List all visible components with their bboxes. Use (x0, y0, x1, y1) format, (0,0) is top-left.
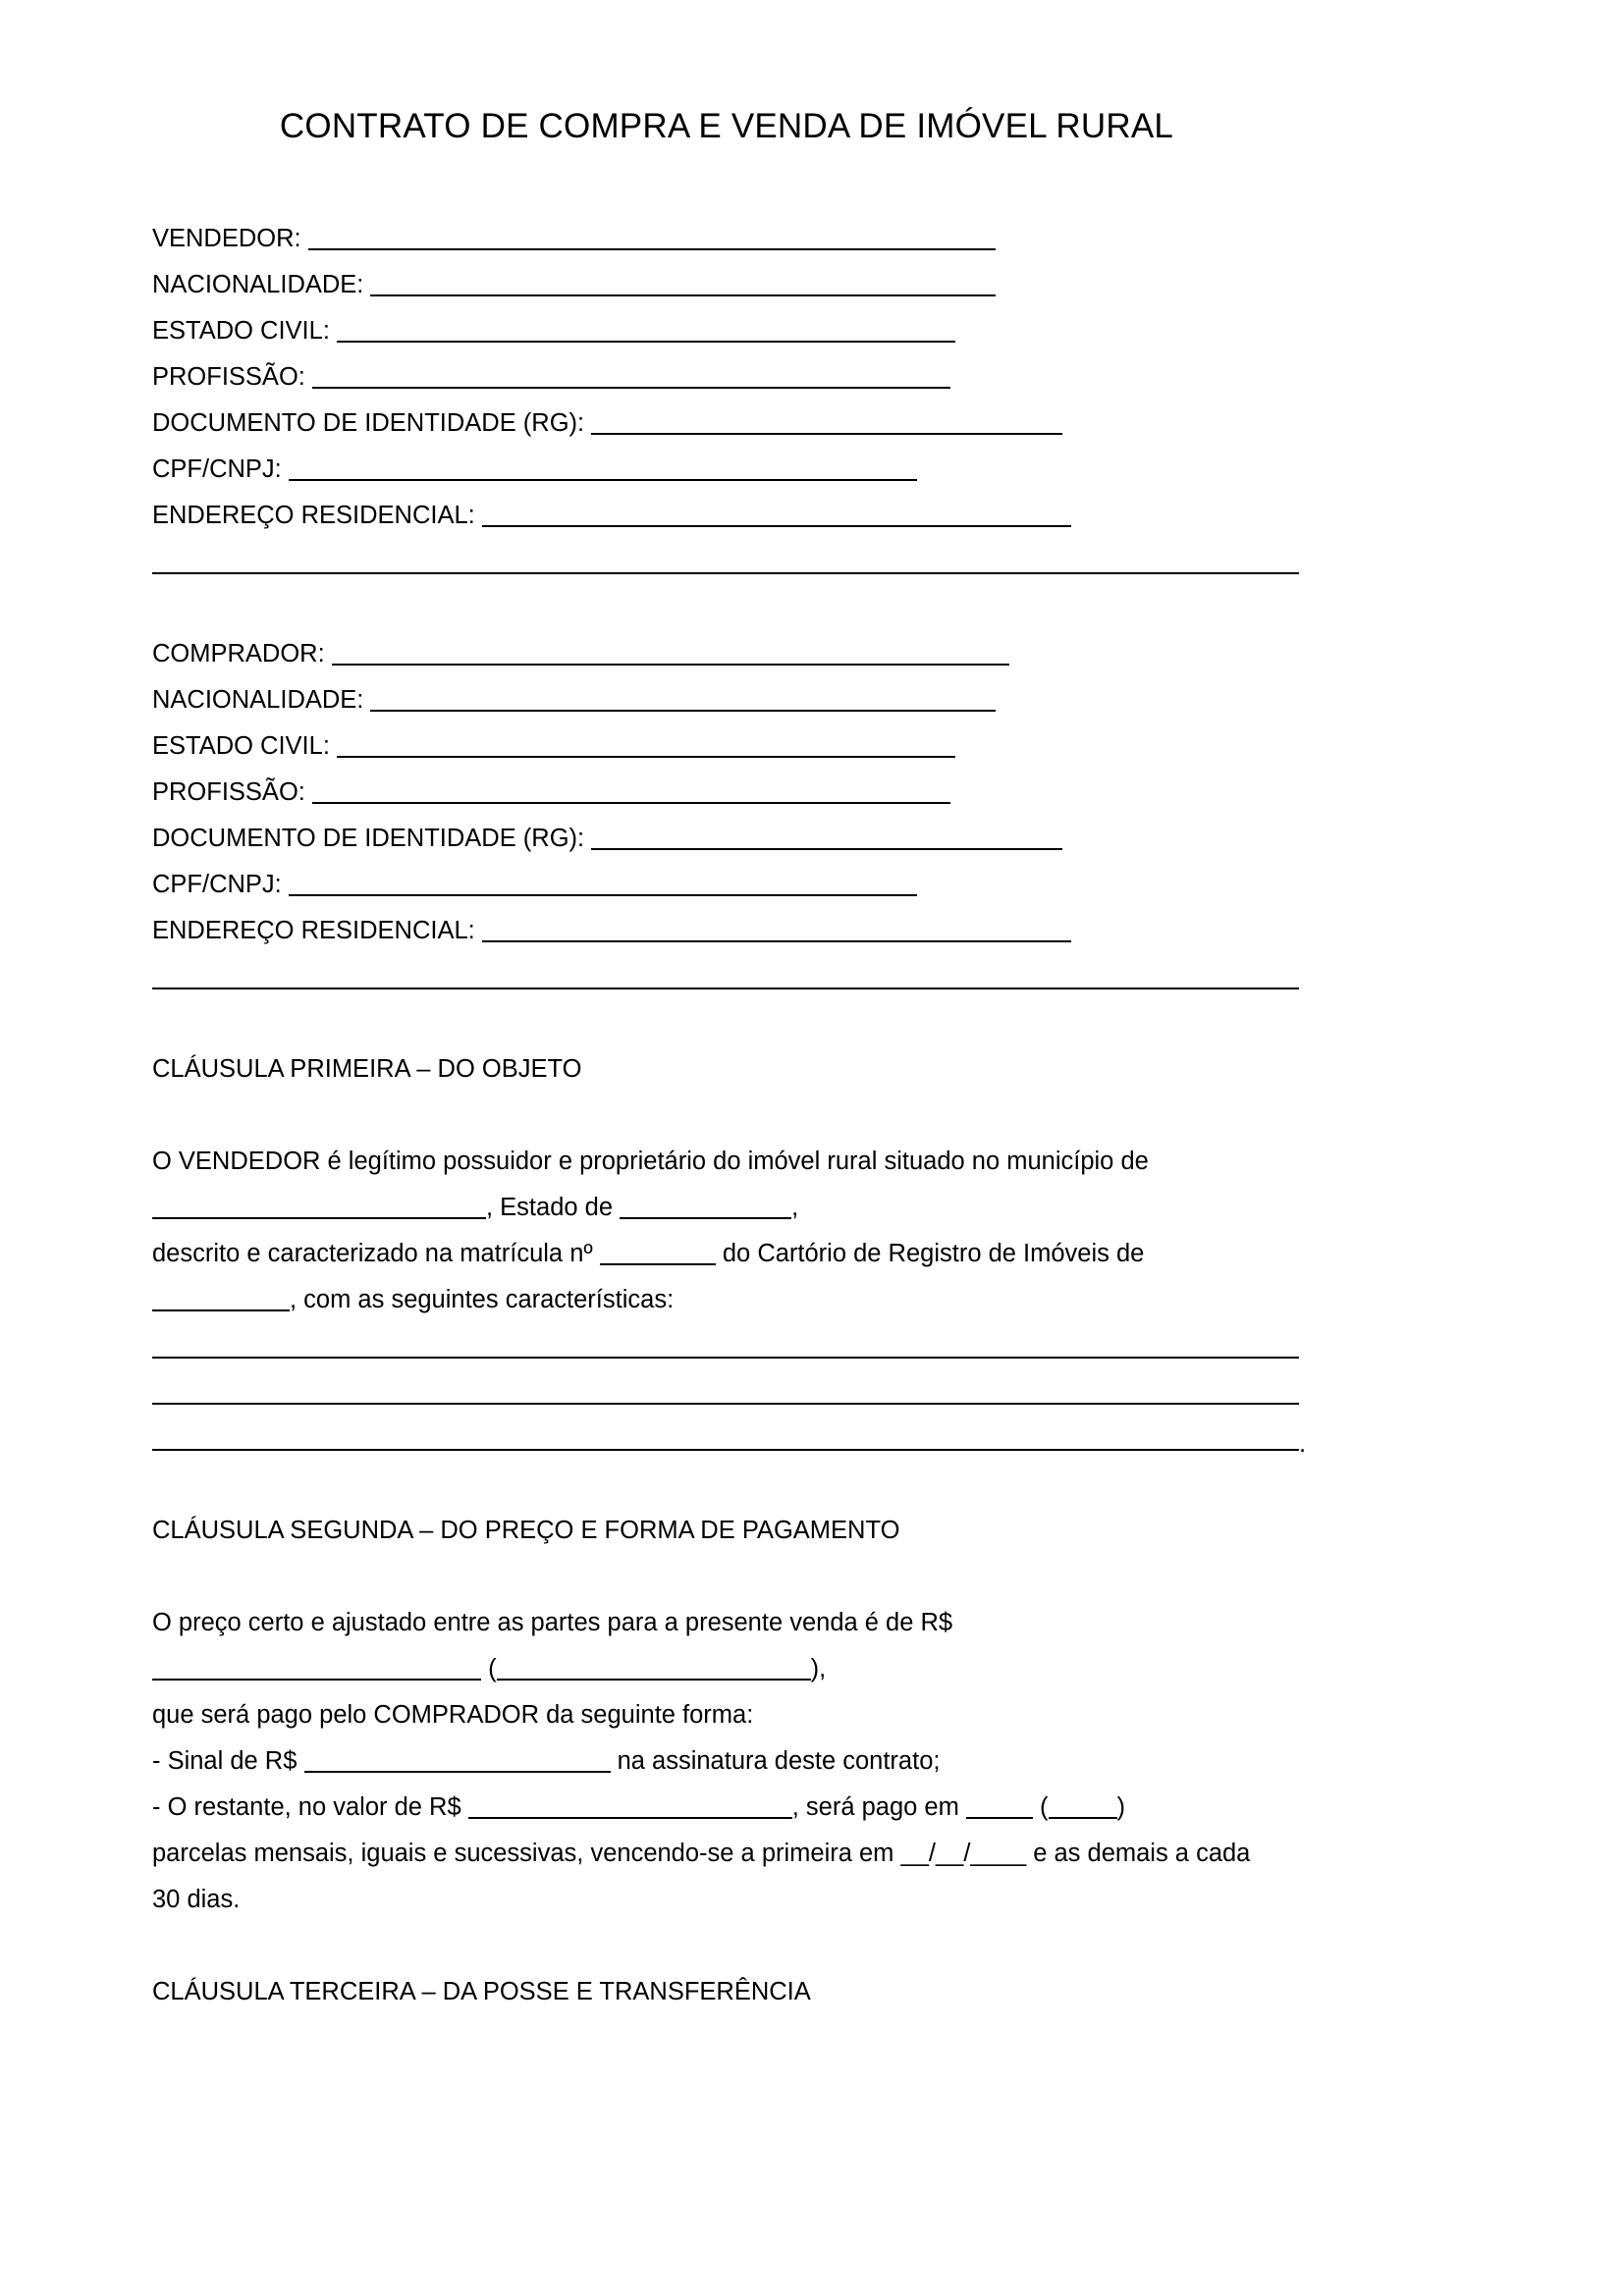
field-blank-vendedor[interactable] (308, 227, 996, 250)
buyer-clause-spacer (152, 1000, 1301, 1046)
clause-segunda-line-5 (152, 1785, 1301, 1831)
clause-primeira-line-4-tail: , com as seguintes características: (290, 1286, 675, 1313)
field-label-rg-comprador: DOCUMENTO DE IDENTIDADE (RG): (152, 825, 585, 852)
blank-primeira-parcela-date[interactable]: __/__/____ (900, 1840, 1027, 1867)
clause-segunda-line-5-mid: , será pago em (791, 1793, 966, 1821)
blank-preco-extenso[interactable] (497, 1657, 811, 1681)
field-label-cpf-cnpj-vendedor: CPF/CNPJ: (152, 455, 282, 483)
clause-primeira-line-2-text: , Estado de (486, 1194, 621, 1221)
field-blank-endereco-comprador[interactable] (482, 919, 1071, 942)
clause-segunda-line-3: que será pago pelo COMPRADOR da seguinte forma: (152, 1701, 754, 1729)
clause-primeira (152, 1046, 1307, 1462)
blank-estado[interactable] (620, 1196, 791, 1219)
field-label-endereco-vendedor: ENDEREÇO RESIDENCIAL: (152, 502, 475, 529)
clause-primeira-line-2 (152, 1185, 1301, 1231)
field-blank-profissao-comprador[interactable] (312, 780, 950, 804)
title-spacer (152, 147, 1301, 216)
field-label-endereco-comprador: ENDEREÇO RESIDENCIAL: (152, 917, 475, 944)
clause-segunda-line-4-tail: na assinatura deste contrato; (610, 1747, 941, 1775)
field-row-rg-vendedor (152, 400, 1301, 447)
clause-two-three-spacer (152, 1923, 1301, 1969)
clause-primeira-heading: CLÁUSULA PRIMEIRA – DO OBJETO (152, 1055, 582, 1083)
clause-primeira-line-3-mid: do Cartório de Registro de Imóveis de (715, 1240, 1145, 1267)
field-row-endereco-comprador-continuation[interactable] (152, 954, 1301, 1000)
clause-primeira-gap (152, 1093, 1301, 1139)
clause-primeira-line-4 (152, 1277, 1301, 1323)
field-blank-cpf-cnpj-comprador[interactable] (289, 873, 917, 896)
field-label-nacionalidade-vendedor: NACIONALIDADE: (152, 271, 364, 298)
field-blank-endereco-vendedor[interactable] (482, 504, 1071, 527)
blank-num-parcelas[interactable] (966, 1795, 1033, 1819)
field-blank-nacionalidade-comprador[interactable] (370, 688, 996, 712)
clause-segunda-line-1: O preço certo e ajustado entre as partes para a presente venda é de R$ (152, 1609, 953, 1636)
clause-segunda-paren-close: ), (810, 1655, 827, 1682)
field-label-comprador: COMPRADOR: (152, 640, 325, 667)
field-blank-estado-civil-vendedor[interactable] (337, 319, 955, 343)
field-row-comprador (152, 631, 1301, 677)
clause-segunda-paren2-close: ) (1116, 1793, 1126, 1821)
clause-segunda-line-6-lead: parcelas mensais, iguais e sucessivas, vencendo-se a primeira em (152, 1840, 901, 1867)
blank-rule (152, 1449, 1299, 1451)
field-label-estado-civil-vendedor: ESTADO CIVIL: (152, 317, 330, 345)
clause-segunda (152, 1508, 1301, 1923)
field-blank-estado-civil-comprador[interactable] (337, 734, 955, 758)
field-row-endereco-comprador (152, 908, 1301, 954)
clause-terceira (152, 1969, 1301, 2015)
seller-block (152, 216, 1301, 585)
clause-segunda-line-4-lead: - Sinal de R$ (152, 1747, 304, 1775)
blank-rule (152, 1357, 1299, 1359)
clause-segunda-line-7: 30 dias. (152, 1886, 241, 1913)
clause-segunda-line-6-tail: e as demais a cada (1026, 1840, 1251, 1867)
field-blank-nacionalidade-vendedor[interactable] (370, 273, 996, 296)
blank-sinal-valor[interactable] (304, 1749, 611, 1773)
field-label-cpf-cnpj-comprador: CPF/CNPJ: (152, 871, 282, 898)
clause-segunda-paren2-open: ( (1032, 1793, 1049, 1821)
document-content (152, 0, 1307, 2015)
field-blank-profissao-vendedor[interactable] (312, 365, 950, 389)
field-row-estado-civil-comprador (152, 723, 1301, 770)
field-blank-rg-comprador[interactable] (591, 827, 1062, 850)
clause-segunda-paren-open: ( (488, 1655, 497, 1682)
seller-buyer-spacer (152, 585, 1301, 631)
field-row-endereco-vendedor (152, 493, 1301, 539)
clause-segunda-gap (152, 1554, 1301, 1600)
blank-cartorio-cidade[interactable] (152, 1288, 290, 1311)
blank-municipio[interactable] (152, 1196, 486, 1219)
field-label-estado-civil-comprador: ESTADO CIVIL: (152, 732, 330, 760)
blank-num-parcelas-extenso[interactable] (1049, 1795, 1117, 1819)
clause-segunda-line-5-lead: - O restante, no valor de R$ (152, 1793, 468, 1821)
clause-primeira-end-period: . (1299, 1429, 1307, 1458)
field-row-profissao-vendedor (152, 354, 1301, 400)
field-blank-rg-vendedor[interactable] (591, 411, 1062, 435)
clause-primeira-blank-line-1[interactable] (152, 1323, 1301, 1369)
field-label-nacionalidade-comprador: NACIONALIDADE: (152, 686, 364, 714)
field-label-rg-vendedor: DOCUMENTO DE IDENTIDADE (RG): (152, 409, 585, 437)
clause-segunda-heading: CLÁUSULA SEGUNDA – DO PREÇO E FORMA DE PAGAMENTO (152, 1517, 900, 1544)
clause-primeira-line-3-lead: descrito e caracterizado na matrícula nº (152, 1240, 600, 1267)
blank-rule (152, 1403, 1299, 1405)
clause-primeira-blank-line-2[interactable] (152, 1369, 1301, 1415)
clause-terceira-heading: CLÁUSULA TERCEIRA – DA POSSE E TRANSFERÊNCIA (152, 1978, 811, 2005)
blank-rule (152, 572, 1299, 574)
field-label-vendedor: VENDEDOR: (152, 225, 301, 252)
field-row-profissao-comprador (152, 770, 1301, 816)
field-label-profissao-comprador: PROFISSÃO: (152, 778, 305, 806)
clause-primeira-line-1: O VENDEDOR é legítimo possuidor e proprietário do imóvel rural situado no município de (152, 1148, 1149, 1175)
clause-segunda-line-4 (152, 1738, 1301, 1785)
blank-rule (152, 988, 1299, 989)
clause-segunda-line-6 (152, 1831, 1301, 1877)
blank-matricula[interactable] (600, 1242, 716, 1265)
field-row-rg-comprador (152, 816, 1301, 862)
field-row-cpf-cnpj-vendedor (152, 447, 1301, 493)
field-row-cpf-cnpj-comprador (152, 862, 1301, 908)
clause-primeira-line-3 (152, 1231, 1301, 1277)
field-blank-cpf-cnpj-vendedor[interactable] (289, 457, 917, 481)
field-row-nacionalidade-comprador (152, 677, 1301, 723)
field-row-nacionalidade-vendedor (152, 262, 1301, 308)
clause-primeira-blank-line-3[interactable] (152, 1415, 1307, 1462)
field-label-profissao-vendedor: PROFISSÃO: (152, 363, 305, 391)
clause-one-two-spacer (152, 1462, 1301, 1508)
blank-preco-numeral[interactable] (152, 1657, 481, 1681)
field-row-endereco-vendedor-continuation[interactable] (152, 539, 1301, 585)
page-title: CONTRATO DE COMPRA E VENDA DE IMÓVEL RURAL (279, 107, 1174, 145)
clause-segunda-line-2 (152, 1646, 1301, 1692)
buyer-block (152, 631, 1301, 1000)
field-row-vendedor (152, 216, 1301, 262)
field-blank-comprador[interactable] (332, 642, 1009, 666)
field-row-estado-civil-vendedor (152, 308, 1301, 354)
blank-restante-valor[interactable] (468, 1795, 792, 1819)
clause-primeira-line-2-tail: , (791, 1194, 799, 1221)
